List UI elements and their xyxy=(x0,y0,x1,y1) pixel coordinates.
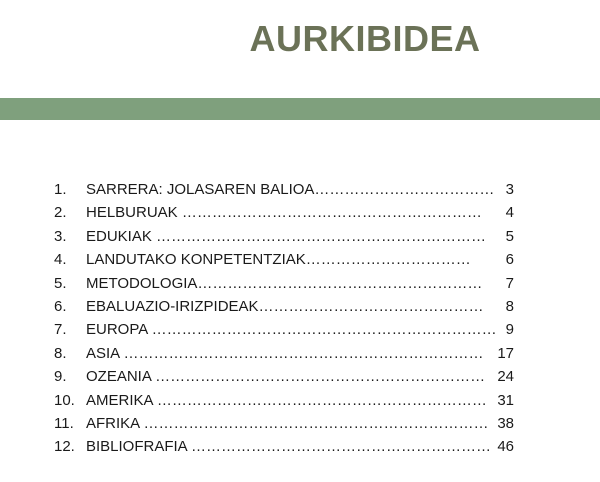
toc-number: 5. xyxy=(54,274,67,292)
toc-label: EDUKIAK ………………………………………………………… xyxy=(86,227,487,245)
toc-entry xyxy=(54,365,514,388)
toc-page: 4 xyxy=(505,204,514,222)
toc-page: 17 xyxy=(497,344,514,362)
toc-number: 10. xyxy=(54,391,75,409)
toc-number: 2. xyxy=(54,204,67,222)
toc-label: AFRIKA …………………………………………………………… xyxy=(86,414,489,432)
page-title: AURKIBIDEA xyxy=(249,18,481,59)
table-of-contents xyxy=(54,178,514,459)
toc-number: 3. xyxy=(54,227,67,245)
toc-page: 3 xyxy=(505,181,514,198)
toc-label: OZEANIA ………………………………………………………… xyxy=(86,368,486,386)
toc-number: 12. xyxy=(54,438,75,456)
toc-entry xyxy=(54,435,514,458)
toc-page: 8 xyxy=(505,297,514,315)
toc-label: ASIA ……………………………………………………………… xyxy=(86,344,484,362)
toc-label: SARRERA: JOLASAREN BALIOA……………………………… xyxy=(86,181,495,198)
toc-number: 7. xyxy=(54,321,67,339)
toc-label: METODOLOGIA………………………………………………… xyxy=(86,274,483,292)
toc-number: 1. xyxy=(54,181,67,198)
toc-number: 4. xyxy=(54,251,67,269)
toc-entry xyxy=(54,389,514,412)
toc-page: 6 xyxy=(505,251,514,269)
toc-page: 9 xyxy=(505,321,514,339)
toc-label: EBALUAZIO-IRIZPIDEAK……………………………………… xyxy=(86,297,484,315)
toc-number: 11. xyxy=(54,414,74,432)
toc-entry xyxy=(54,412,514,435)
toc-entry xyxy=(54,201,514,224)
toc-page: 7 xyxy=(505,274,514,292)
toc-entry xyxy=(54,178,514,201)
toc-entry xyxy=(54,318,514,341)
toc-page: 38 xyxy=(497,414,514,432)
toc-number: 9. xyxy=(54,368,67,386)
toc-entry xyxy=(54,225,514,248)
toc-entry xyxy=(54,272,514,295)
toc-number: 6. xyxy=(54,297,67,315)
toc-page: 24 xyxy=(497,368,514,386)
toc-page: 46 xyxy=(497,438,514,456)
toc-label: HELBURUAK …………………………………………………… xyxy=(86,204,482,222)
toc-label: EUROPA …………………………………………………………… xyxy=(86,321,497,339)
toc-entry xyxy=(54,342,514,365)
toc-page: 5 xyxy=(505,227,514,245)
toc-label: AMERIKA ………………………………………………………… xyxy=(86,391,487,409)
toc-label: LANDUTAKO KONPETENTZIAK…………………………… xyxy=(86,251,471,269)
toc-entry xyxy=(54,295,514,318)
toc-number: 8. xyxy=(54,344,67,362)
toc-page: 31 xyxy=(497,391,514,409)
header-band xyxy=(0,98,600,120)
toc-label: BIBLIOFRAFIA …………………………………………………… xyxy=(86,438,492,456)
toc-entry xyxy=(54,248,514,271)
